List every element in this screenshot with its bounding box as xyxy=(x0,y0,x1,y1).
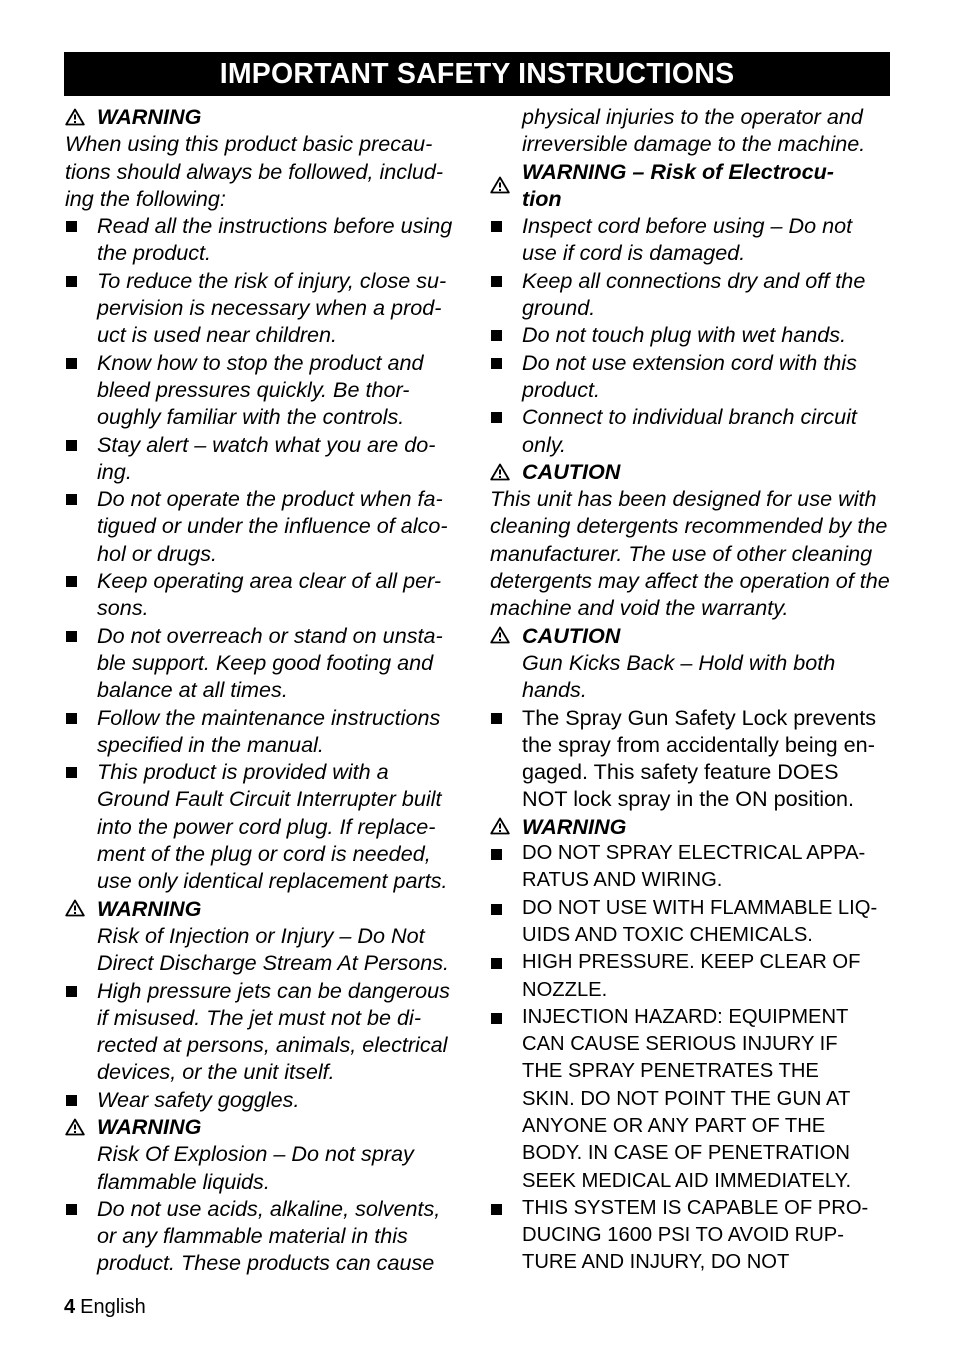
text-line: hol or drugs. xyxy=(97,540,218,566)
text-line: product. These products can cause xyxy=(97,1250,435,1276)
text-line: rected at persons, animals, electrical xyxy=(97,1032,448,1058)
list-item xyxy=(65,349,467,431)
warning-heading xyxy=(65,103,467,130)
text-line: tion xyxy=(522,185,562,211)
warning-triangle-icon xyxy=(490,817,510,835)
paragraph xyxy=(490,485,892,621)
text-line: flammable liquids. xyxy=(97,1168,270,1194)
text-line: Wear safety goggles. xyxy=(97,1086,300,1112)
warning-triangle-icon xyxy=(490,176,510,194)
list-item xyxy=(65,1086,467,1113)
bullet-square-icon xyxy=(66,986,77,997)
text-line: pervision is necessary when a prod- xyxy=(97,295,442,321)
text-line: use if cord is damaged. xyxy=(522,240,746,266)
paragraph xyxy=(65,130,467,212)
text-line: tions should always be followed, includ- xyxy=(65,158,444,184)
text-line: ing the following: xyxy=(65,185,226,211)
text-line: NOT lock spray in the ON position. xyxy=(522,786,855,812)
bullet-square-icon xyxy=(66,576,77,587)
bullet-square-icon xyxy=(66,358,77,369)
text-line: CAN CAUSE SERIOUS INJURY IF xyxy=(522,1033,838,1056)
text-line: Do not overreach or stand on unsta- xyxy=(97,622,443,648)
bullet-square-icon xyxy=(66,440,77,451)
bullet-square-icon xyxy=(491,358,502,369)
text-line: To reduce the risk of injury, close su- xyxy=(97,267,447,293)
text-line: into the power cord plug. If replace- xyxy=(97,813,436,839)
text-line: product. xyxy=(522,376,601,402)
left-column xyxy=(65,103,467,1277)
text-line: the spray from accidentally being en- xyxy=(522,731,875,757)
list-item xyxy=(490,1195,892,1277)
text-line: ble support. Keep good footing and xyxy=(97,649,434,675)
text-line: Do not use acids, alkaline, solvents, xyxy=(97,1195,441,1221)
warning-heading xyxy=(490,813,892,840)
text-line: The Spray Gun Safety Lock prevents xyxy=(522,704,877,730)
text-line: uct is used near children. xyxy=(97,322,338,348)
bullet-square-icon xyxy=(491,330,502,341)
warning-heading-text: WARNING xyxy=(97,895,202,921)
bullet-square-icon xyxy=(491,1013,502,1024)
text-line: Connect to individual branch circuit xyxy=(522,404,857,430)
text-line: Keep all connections dry and off the xyxy=(522,267,866,293)
list-item xyxy=(65,431,467,486)
text-line: DUCING 1600 PSI TO AVOID RUP- xyxy=(522,1224,844,1247)
list-item xyxy=(490,1004,892,1195)
indented-text xyxy=(65,922,467,977)
indented-text xyxy=(65,1140,467,1195)
text-line: irreversible damage to the machine. xyxy=(522,131,866,157)
text-line: INJECTION HAZARD: EQUIPMENT xyxy=(522,1005,849,1028)
list-item xyxy=(65,704,467,759)
list-item xyxy=(490,949,892,1004)
text-line: Know how to stop the product and xyxy=(97,349,424,375)
text-line: balance at all times. xyxy=(97,677,288,703)
text-line: BODY. IN CASE OF PENETRATION xyxy=(522,1142,850,1165)
text-line: ing. xyxy=(97,458,132,484)
footer-language: English xyxy=(80,1296,146,1318)
list-item xyxy=(490,840,892,895)
text-line: Follow the maintenance instructions xyxy=(97,704,441,730)
text-line: machine and void the warranty. xyxy=(490,595,789,621)
warning-heading-text: WARNING xyxy=(97,104,202,129)
text-line: Gun Kicks Back – Hold with both xyxy=(522,649,836,675)
indented-text xyxy=(490,649,892,704)
text-line: WARNING – Risk of Electrocu- xyxy=(522,158,834,184)
text-line: manufacturer. The use of other cleaning xyxy=(490,540,873,566)
bullet-square-icon xyxy=(66,713,77,724)
text-line: physical injuries to the operator and xyxy=(522,104,863,129)
text-line: or any flammable material in this xyxy=(97,1223,408,1249)
text-line: Inspect cord before using – Do not xyxy=(522,213,853,239)
warning-triangle-icon xyxy=(65,899,85,917)
text-line: ground. xyxy=(522,295,596,321)
text-line: TURE AND INJURY, DO NOT xyxy=(522,1251,790,1274)
list-item xyxy=(65,758,467,894)
text-line: This unit has been designed for use with xyxy=(490,486,877,512)
text-line: gaged. This safety feature DOES xyxy=(522,759,839,785)
warning-heading xyxy=(490,622,892,649)
text-line: cleaning detergents recommended by the xyxy=(490,513,888,539)
right-column xyxy=(490,103,892,1277)
page-number: 4 xyxy=(64,1296,76,1318)
text-line: RATUS AND WIRING. xyxy=(522,869,723,892)
warning-heading xyxy=(65,895,467,922)
text-line: ment of the plug or cord is needed, xyxy=(97,841,431,867)
bullet-square-icon xyxy=(491,904,502,915)
bullet-square-icon xyxy=(491,958,502,969)
list-item xyxy=(65,1195,467,1277)
bullet-square-icon xyxy=(491,713,502,724)
list-item xyxy=(490,349,892,404)
text-line: tigued or under the influence of alco- xyxy=(97,513,448,539)
warning-heading-text: CAUTION xyxy=(522,622,621,648)
list-item xyxy=(65,267,467,349)
warning-triangle-icon xyxy=(65,108,85,126)
text-line: hands. xyxy=(522,677,587,703)
list-item xyxy=(65,977,467,1086)
list-item xyxy=(490,403,892,458)
text-line: ANYONE OR ANY PART OF THE xyxy=(522,1114,826,1137)
text-line: only. xyxy=(522,431,567,457)
text-line: use only identical replacement parts. xyxy=(97,868,448,894)
text-line: THE SPRAY PENETRATES THE xyxy=(522,1060,819,1083)
list-item xyxy=(65,567,467,622)
bullet-square-icon xyxy=(66,1095,77,1106)
indented-text xyxy=(490,103,892,158)
text-line: High pressure jets can be dangerous xyxy=(97,977,450,1003)
text-line: devices, or the unit itself. xyxy=(97,1059,335,1085)
text-line: detergents may affect the operation of the xyxy=(490,568,890,594)
text-line: DO NOT SPRAY ELECTRICAL APPA- xyxy=(522,842,866,865)
text-line: Stay alert – watch what you are do- xyxy=(97,431,436,457)
list-item xyxy=(490,267,892,322)
text-line: bleed pressures quickly. Be thor- xyxy=(97,376,410,402)
text-line: NOZZLE. xyxy=(522,978,608,1001)
list-item xyxy=(65,622,467,704)
warning-heading xyxy=(65,1113,467,1140)
text-line: Keep operating area clear of all per- xyxy=(97,568,442,594)
warning-triangle-icon xyxy=(490,463,510,481)
warning-heading xyxy=(490,458,892,485)
bullet-square-icon xyxy=(66,1204,77,1215)
text-line: Do not operate the product when fa- xyxy=(97,486,443,512)
text-line: HIGH PRESSURE. KEEP CLEAR OF xyxy=(522,951,861,974)
warning-heading-text xyxy=(522,158,834,213)
warning-heading xyxy=(490,158,892,213)
bullet-square-icon xyxy=(491,412,502,423)
text-line: UIDS AND TOXIC CHEMICALS. xyxy=(522,923,813,946)
text-line: oughly familiar with the controls. xyxy=(97,404,405,430)
bullet-square-icon xyxy=(66,276,77,287)
bullet-square-icon xyxy=(66,221,77,232)
text-line: THIS SYSTEM IS CAPABLE OF PRO- xyxy=(522,1196,869,1219)
list-item xyxy=(490,704,892,813)
page-title: IMPORTANT SAFETY INSTRUCTIONS xyxy=(64,52,890,96)
list-item xyxy=(490,212,892,267)
text-line: DO NOT USE WITH FLAMMABLE LIQ- xyxy=(522,896,878,919)
bullet-square-icon xyxy=(491,849,502,860)
warning-heading-text: CAUTION xyxy=(522,458,621,484)
text-line: This product is provided with a xyxy=(97,759,389,785)
list-item xyxy=(65,485,467,567)
warning-heading-text: WARNING xyxy=(97,1113,202,1139)
bullet-square-icon xyxy=(491,276,502,287)
bullet-square-icon xyxy=(491,221,502,232)
list-item xyxy=(65,212,467,267)
bullet-square-icon xyxy=(66,631,77,642)
text-line: if misused. The jet must not be di- xyxy=(97,1004,422,1030)
bullet-square-icon xyxy=(491,1204,502,1215)
text-line: Risk Of Explosion – Do not spray xyxy=(97,1141,414,1167)
warning-triangle-icon xyxy=(65,1118,85,1136)
bullet-square-icon xyxy=(66,767,77,778)
text-line: When using this product basic precau- xyxy=(65,131,433,157)
warning-triangle-icon xyxy=(490,626,510,644)
text-line: Risk of Injection or Injury – Do Not xyxy=(97,922,425,948)
text-line: sons. xyxy=(97,595,149,621)
text-line: Do not use extension cord with this xyxy=(522,349,857,375)
text-line: Do not touch plug with wet hands. xyxy=(522,322,847,348)
text-line: Read all the instructions before using xyxy=(97,213,453,239)
text-line: Ground Fault Circuit Interrupter built xyxy=(97,786,442,812)
list-item xyxy=(490,321,892,348)
text-line: SEEK MEDICAL AID IMMEDIATELY. xyxy=(522,1169,852,1192)
text-line: the product. xyxy=(97,240,212,266)
bullet-square-icon xyxy=(66,494,77,505)
text-line: Direct Discharge Stream At Persons. xyxy=(97,950,450,976)
text-line: specified in the manual. xyxy=(97,731,324,757)
text-line: SKIN. DO NOT POINT THE GUN AT xyxy=(522,1087,851,1110)
page-footer xyxy=(64,1296,146,1319)
list-item xyxy=(490,895,892,950)
warning-heading-text: WARNING xyxy=(522,813,627,839)
